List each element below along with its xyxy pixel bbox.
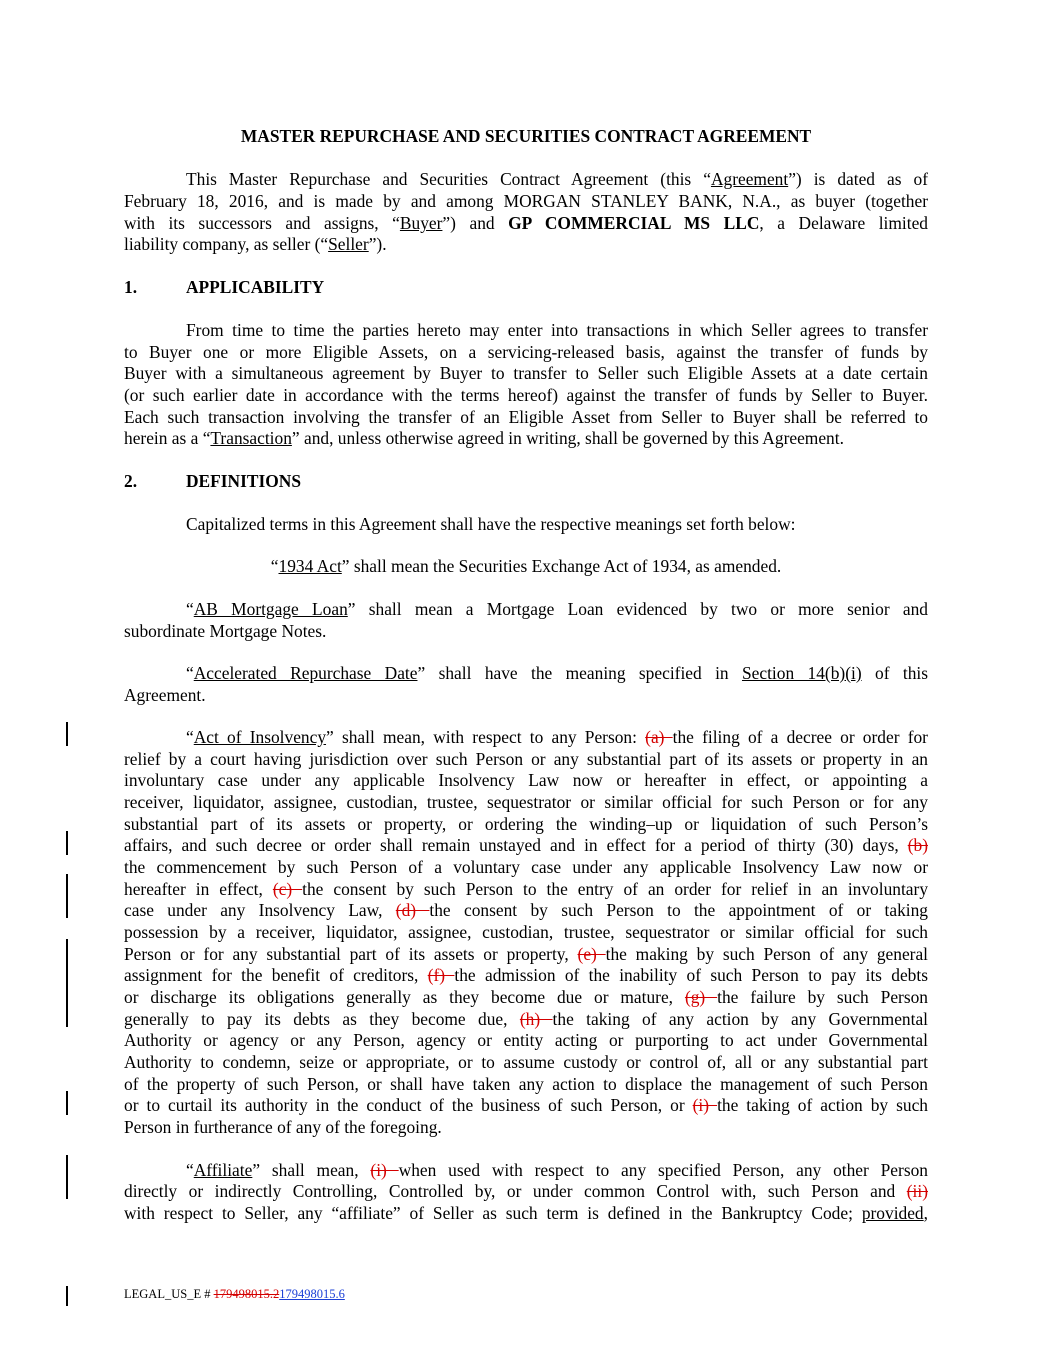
text: with respect to Seller, any “affiliate” of Seller as such term is defined in the Bankruptcy Code; [124,1203,862,1223]
text: with its successors and assigns, “ [124,213,400,233]
text: ” shall mean, [252,1160,371,1180]
text: or to curtail its authority in the conduct of the business of such Person, or [124,1095,693,1115]
defined-term: provided [861,1203,924,1223]
text: ” shall mean a Mortgage Loan evidenced by two or more senior and [347,599,928,619]
section-2-heading: DEFINITIONS [186,471,302,491]
text: the making by such Person of any general [605,944,928,964]
text: “ [270,556,279,576]
defined-term: AB Mortgage Loan [193,599,348,619]
def-ins-line-6 [124,834,928,856]
change-bar [66,939,68,1027]
text: affairs, and such decree or order shall remain unstayed and in effect for a period of thirty (30) days, [124,835,908,855]
def-ins-line-15: Authority or agency or any Person, agency or entity acting or purporting to act under Governmental [124,1030,928,1050]
intro-line-2: February 18, 2016, and is made by and among MORGAN STANLEY BANK, N.A., as buyer (together [124,191,928,211]
change-bar [66,1155,68,1199]
text: liability company, as seller (“ [124,234,329,254]
sec1-line-1: From time to time the parties hereto may enter into transactions in which Seller agrees to transfer [186,320,928,340]
text: when used with respect to any specified Person, any other Person [398,1160,928,1180]
sec1-line-3: Buyer with a simultaneous agreement by Buyer to transfer to Seller such Eligible Assets at a date certain [124,363,928,383]
def-1934-act [124,555,928,577]
text: herein as a “ [124,428,211,448]
text: ”) and [442,213,509,233]
text: the consent by such Person to the appointment of or taking [429,900,928,920]
sec1-line-5: Each such transaction involving the transfer of an Eligible Asset from Seller to Buyer shall be referred to [124,407,928,427]
def-ins-line-17: of the property of such Person, or shall have taken any action to displace the management of such Person [124,1074,928,1094]
text: the taking of action by such [717,1095,928,1115]
text: the filing of a decree or order for [672,727,928,747]
sec1-line-4: (or such earlier date in accordance with the terms hereof) against the transfer of funds by Seller to Buyer. [124,385,928,405]
def-ins-line-18 [124,1094,928,1116]
def-ins-line-8 [124,878,928,900]
party-name: GP COMMERCIAL MS LLC [508,213,760,233]
text: the failure by such Person [717,987,928,1007]
deleted-text: (b) [907,835,928,855]
text: the admission of the inability of such Person to pay its debts [454,965,928,985]
text: or discharge its obligations generally as they become due or mature, [124,987,685,1007]
deleted-text: (ii) [906,1181,928,1201]
text: “ [186,599,194,619]
change-bar [66,874,68,918]
text: ”) is dated as of [788,169,928,189]
text: case under any Insolvency Law, [124,900,396,920]
def-ins-line-1 [124,726,928,748]
defined-term: Agreement [710,169,789,189]
defined-term: Transaction [210,428,292,448]
def-ins-line-4: receiver, liquidator, assignee, custodian, trustee, sequestrator or similar official for such Person or for any [124,792,928,812]
change-bar [66,1091,68,1115]
text: , [923,1203,928,1223]
text: ” shall mean the Securities Exchange Act of 1934, as amended. [341,556,782,576]
def-ins-line-5: substantial part of its assets or property, or ordering the winding–up or liquidation of such Person’s [124,814,928,834]
document-footer [124,1287,345,1302]
sec2-intro: Capitalized terms in this Agreement shall have the respective meanings set forth below: [186,514,796,534]
def-ins-line-7: the commencement by such Person of a voluntary case under any applicable Insolvency Law now or [124,857,928,877]
document-title: MASTER REPURCHASE AND SECURITIES CONTRACT AGREEMENT [240,126,812,146]
text: ”). [368,234,387,254]
def-ins-line-13 [124,986,928,1008]
def-ins-line-10: possession by a receiver, liquidator, assignee, custodian, trustee, sequestrator or similar official for such [124,922,928,942]
defined-term: 1934 Act [278,556,342,576]
def-ins-line-2: relief by a court having jurisdiction over such Person or any substantial part of its assets or property in an [124,749,928,769]
text: ” shall have the meaning specified in [417,663,742,683]
def-ins-line-16: Authority to condemn, seize or appropriate, or to assume custody or control of, all or any substantial part [124,1052,928,1072]
change-bar [66,831,68,855]
intro-line-4 [124,233,928,255]
text: , a Delaware limited [759,213,928,233]
text: Person or for any substantial part of its assets or property, [124,944,578,964]
text: the consent by such Person to the entry of an order for relief in an involuntary [302,879,928,899]
defined-term: Accelerated Repurchase Date [193,663,418,683]
text: hereafter in effect, [124,879,273,899]
deleted-text: (i) [692,1095,718,1115]
text: generally to pay its debts as they become due, [124,1009,520,1029]
deleted-text: (e) [577,944,606,964]
text: ” and, unless otherwise agreed in writing, shall be governed by this Agreement. [291,428,844,448]
deleted-text: (i) [370,1160,399,1180]
defined-term: Affiliate [193,1160,253,1180]
deleted-text: (f) [427,965,455,985]
text: This Master Repurchase and Securities Contract Agreement (this “ [186,169,711,189]
deleted-text: (c) [272,879,303,899]
deleted-doc-number: 179498015.2 [213,1287,280,1301]
text: of this [861,663,928,683]
def-ab-line-1 [124,598,928,620]
text: directly or indirectly Controlling, Controlled by, or under common Control with, such Person and [124,1181,907,1201]
intro-line-3 [124,212,928,234]
text: ” shall mean, with respect to any Person: [326,727,646,747]
def-aff-line-3 [124,1202,928,1224]
text: the taking of any action by any Governmental [552,1009,928,1029]
def-ins-line-3: involuntary case under any applicable Insolvency Law now or hereafter in effect, or appointing a [124,770,928,790]
defined-term: Seller [328,234,369,254]
deleted-text: (d) [395,900,430,920]
text: “ [186,1160,194,1180]
def-ins-line-11 [124,943,928,965]
def-aff-line-2 [124,1180,928,1202]
text: “ [186,727,194,747]
change-bar [66,1286,68,1306]
text: “ [186,663,194,683]
section-reference: Section 14(b)(i) [741,663,862,683]
def-acc-line-1 [124,662,928,684]
def-acc-line-2: Agreement. [124,685,206,705]
def-aff-line-1 [124,1159,928,1181]
deleted-text: (a) [645,727,673,747]
section-1-heading: APPLICABILITY [186,277,325,297]
defined-term: Act of Insolvency [193,727,327,747]
section-1-number: 1. [124,277,138,297]
def-ins-line-19: Person in furtherance of any of the foregoing. [124,1117,442,1137]
defined-term: Buyer [399,213,443,233]
inserted-doc-number: 179498015.6 [279,1287,345,1301]
intro-line-1 [124,168,928,190]
text: assignment for the benefit of creditors, [124,965,428,985]
def-ins-line-9 [124,899,928,921]
def-ins-line-14 [124,1008,928,1030]
sec1-line-2: to Buyer one or more Eligible Assets, on a servicing-released basis, against the transfer of funds by [124,342,928,362]
def-ins-line-12 [124,964,928,986]
change-bar [66,722,68,746]
deleted-text: (h) [519,1009,553,1029]
section-2-number: 2. [124,471,138,491]
footer-prefix: LEGAL_US_E # [124,1287,214,1301]
def-ab-line-2: subordinate Mortgage Notes. [124,621,327,641]
deleted-text: (g) [684,987,718,1007]
sec1-line-6 [124,427,928,449]
